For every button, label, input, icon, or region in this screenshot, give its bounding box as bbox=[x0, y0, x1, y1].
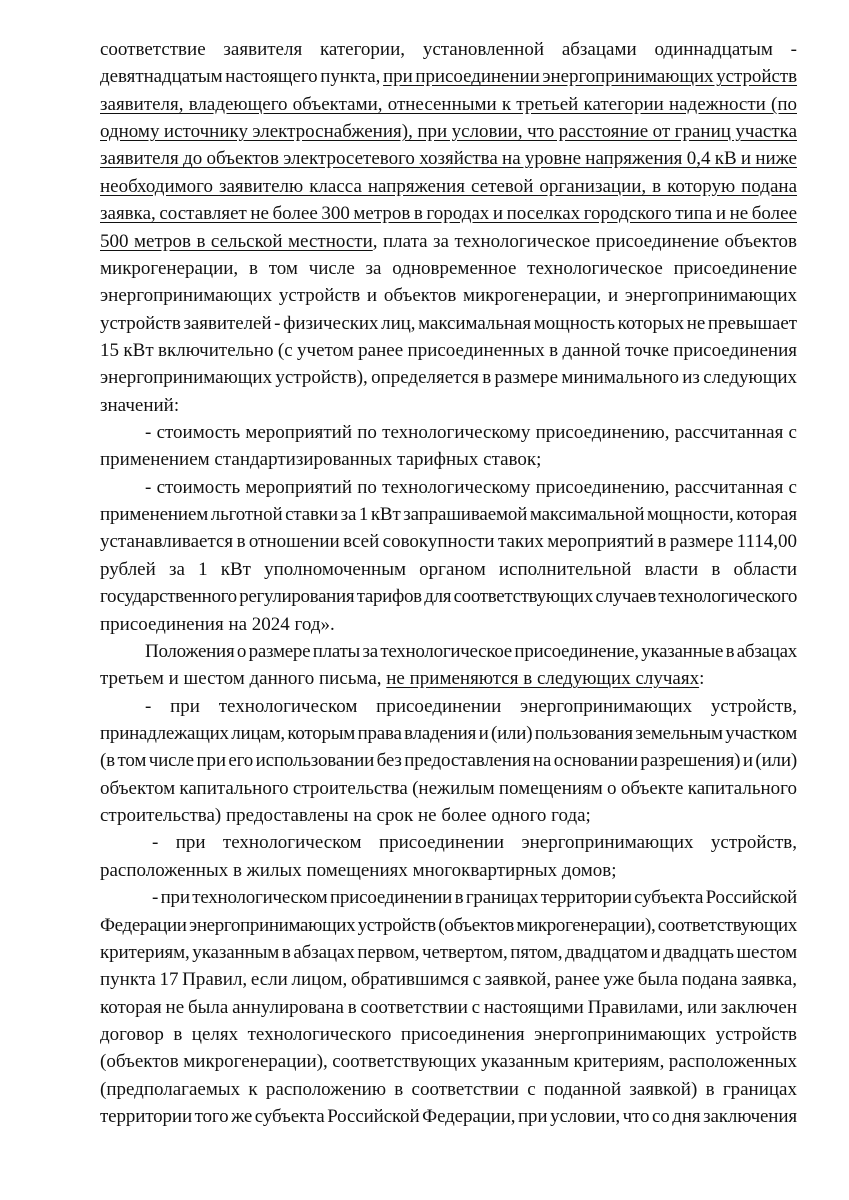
text-line-content bbox=[100, 720, 797, 747]
text-line bbox=[100, 36, 797, 63]
text-line-content bbox=[100, 310, 797, 337]
text-line-content bbox=[100, 994, 797, 1021]
text-segment: присоединения на 2024 год». bbox=[100, 613, 335, 635]
text-line bbox=[100, 63, 797, 90]
text-segment: девятнадцатым настоящего пункта, bbox=[100, 66, 384, 88]
text-segment: устанавливается в отношении всей совокупности таких мероприятий в размере 1114,00 bbox=[100, 531, 797, 553]
text-line-content bbox=[100, 337, 797, 364]
text-line bbox=[100, 228, 797, 255]
text-segment: : bbox=[699, 668, 705, 690]
text-line-content bbox=[100, 91, 797, 118]
text-line bbox=[100, 665, 797, 692]
text-line-content bbox=[100, 1076, 797, 1103]
text-line bbox=[100, 118, 797, 145]
text-line-content bbox=[145, 638, 797, 665]
text-line-content bbox=[100, 145, 797, 172]
text-segment: применением льготной ставки за 1 кВт запрашиваемой максимальной мощности, которая bbox=[100, 504, 797, 526]
text-line bbox=[100, 1076, 797, 1103]
text-segment: - стоимость мероприятий по технологическому присоединению, рассчитанная с bbox=[145, 422, 797, 444]
text-line bbox=[100, 556, 797, 583]
text-line-content bbox=[100, 228, 797, 255]
text-line bbox=[100, 1021, 797, 1048]
text-line-content bbox=[152, 829, 797, 856]
text-line-content bbox=[100, 857, 617, 884]
underlined-text: заявка, составляет не более 300 метров в городах и поселках городского типа и не более bbox=[100, 203, 797, 225]
text-line-content bbox=[100, 775, 797, 802]
text-segment: рублей за 1 кВт уполномоченным органом исполнительной власти в области bbox=[100, 558, 797, 580]
text-segment: критериям, указанным в абзацах первом, четвертом, пятом, двадцатом и двадцать шестом bbox=[100, 941, 797, 963]
text-segment: третьем и шестом данного письма, bbox=[100, 668, 387, 690]
text-segment: (предполагаемых к расположению в соответствии с поданной заявкой) в границах bbox=[100, 1078, 797, 1100]
text-line bbox=[100, 1048, 797, 1075]
text-line-content bbox=[100, 966, 797, 993]
text-segment: принадлежащих лицам, которым права владения и (или) пользования земельным участком bbox=[100, 722, 797, 744]
text-line bbox=[100, 501, 797, 528]
text-segment: соответствие заявителя категории, установленной абзацами одиннадцатым - bbox=[100, 39, 797, 60]
text-line bbox=[100, 884, 797, 911]
text-line bbox=[100, 419, 797, 446]
text-line bbox=[100, 255, 797, 282]
text-line-content bbox=[145, 693, 797, 720]
text-line bbox=[100, 693, 797, 720]
text-line-content bbox=[100, 1103, 797, 1130]
text-line bbox=[100, 775, 797, 802]
text-segment: договор в целях технологического присоединения энергопринимающих устройств bbox=[100, 1023, 797, 1045]
text-segment: энергопринимающих устройств), определяется в размере минимального из следующих bbox=[100, 367, 797, 389]
text-line bbox=[100, 994, 797, 1021]
text-line-content bbox=[100, 173, 797, 200]
text-line bbox=[100, 200, 797, 227]
text-line-content bbox=[100, 446, 541, 473]
text-line bbox=[100, 145, 797, 172]
text-segment: (в том числе при его использовании без предоставления на основании разрешения) и (или) bbox=[100, 750, 797, 772]
text-segment: объектом капитального строительства (нежилым помещениям о объекте капитального bbox=[100, 777, 797, 799]
text-segment: - стоимость мероприятий по технологическому присоединению, рассчитанная с bbox=[145, 476, 797, 498]
text-line-content bbox=[100, 912, 797, 939]
text-segment: которая не была аннулирована в соответствии с настоящими Правилами, или заключен bbox=[100, 996, 797, 1018]
text-segment: Федерации энергопринимающих устройств (объектов микрогенерации), соответствующих bbox=[100, 914, 797, 936]
text-line bbox=[100, 857, 797, 884]
text-line-content bbox=[100, 501, 797, 528]
text-line bbox=[100, 611, 797, 638]
text-line bbox=[100, 446, 797, 473]
text-line bbox=[100, 91, 797, 118]
text-line-content bbox=[145, 474, 797, 501]
text-line bbox=[100, 282, 797, 309]
text-line-content bbox=[100, 1048, 797, 1075]
text-segment: - при технологическом присоединении энергопринимающих устройств, bbox=[145, 695, 797, 717]
text-segment: микрогенерации, в том числе за одновременное технологическое присоединение bbox=[100, 257, 797, 279]
text-segment: государственного регулирования тарифов для соответствующих случаев технологического bbox=[100, 586, 797, 608]
text-line-content bbox=[100, 118, 797, 145]
underlined-text: заявителя, владеющего объектами, отнесенными к третьей категории надежности (по bbox=[100, 93, 797, 115]
text-line bbox=[100, 912, 797, 939]
text-line-content bbox=[100, 364, 797, 391]
text-line-content bbox=[100, 200, 797, 227]
underlined-text: заявителя до объектов электросетевого хозяйства на уровне напряжения 0,4 кВ и ниже bbox=[100, 148, 797, 170]
text-segment: расположенных в жилых помещениях многоквартирных домов; bbox=[100, 859, 617, 881]
text-line-content bbox=[145, 419, 797, 446]
underlined-text: одному источнику электроснабжения), при условии, что расстояние от границ участка bbox=[100, 121, 797, 143]
text-line-content bbox=[100, 583, 797, 610]
text-line bbox=[100, 528, 797, 555]
text-line-content bbox=[152, 884, 797, 911]
text-segment: устройств заявителей - физических лиц, максимальная мощность которых не превышает bbox=[100, 312, 797, 334]
text-line-content bbox=[100, 556, 797, 583]
text-segment: территории того же субъекта Российской Федерации, при условии, что со дня заключения bbox=[100, 1106, 797, 1128]
text-line bbox=[100, 364, 797, 391]
text-segment: Положения о размере платы за технологическое присоединение, указанные в абзацах bbox=[145, 640, 797, 662]
text-segment: , плата за технологическое присоединение объектов bbox=[372, 230, 797, 252]
text-line-content bbox=[100, 528, 797, 555]
text-line bbox=[100, 720, 797, 747]
text-line bbox=[100, 802, 797, 829]
text-line bbox=[100, 747, 797, 774]
text-segment: - при технологическом присоединении в границах территории субъекта Российской bbox=[152, 887, 797, 909]
text-line-content bbox=[100, 255, 797, 282]
text-line-content bbox=[100, 36, 797, 63]
text-line-content bbox=[100, 1021, 797, 1048]
text-line-content bbox=[100, 63, 797, 90]
text-segment: 15 кВт включительно (с учетом ранее присоединенных в данной точке присоединения bbox=[100, 339, 797, 361]
text-line-content bbox=[100, 392, 179, 419]
text-line-content bbox=[100, 611, 335, 638]
underlined-text: при присоединении энергопринимающих устройств bbox=[383, 66, 798, 88]
text-line bbox=[100, 939, 797, 966]
text-line bbox=[100, 310, 797, 337]
underlined-text: необходимого заявителю класса напряжения сетевой организации, в которую подана bbox=[100, 175, 797, 197]
text-line-content bbox=[100, 665, 704, 692]
text-line bbox=[100, 337, 797, 364]
text-line bbox=[100, 392, 797, 419]
underlined-text: 500 метров в сельской местности bbox=[100, 230, 373, 252]
text-line bbox=[100, 583, 797, 610]
text-line-content bbox=[100, 747, 797, 774]
document-page bbox=[100, 36, 797, 1130]
text-line-content bbox=[100, 282, 797, 309]
text-line bbox=[100, 829, 797, 856]
text-segment: (объектов микрогенерации), соответствующих указанным критериям, расположенных bbox=[100, 1051, 797, 1073]
text-segment: пункта 17 Правил, если лицом, обратившимся с заявкой, ранее уже была подана заявка, bbox=[100, 969, 797, 991]
text-line bbox=[100, 173, 797, 200]
text-segment: значений: bbox=[100, 394, 180, 416]
text-line bbox=[100, 966, 797, 993]
text-segment: применением стандартизированных тарифных ставок; bbox=[100, 449, 542, 471]
text-line bbox=[100, 474, 797, 501]
text-segment: - при технологическом присоединении энергопринимающих устройств, bbox=[152, 832, 797, 854]
text-segment: строительства) предоставлены на срок не более одного года; bbox=[100, 805, 591, 827]
text-segment: энергопринимающих устройств и объектов микрогенерации, и энергопринимающих bbox=[100, 285, 797, 307]
text-line-content bbox=[100, 939, 797, 966]
underlined-text: не применяются в следующих случаях bbox=[386, 668, 700, 690]
text-line bbox=[100, 638, 797, 665]
text-line bbox=[100, 1103, 797, 1130]
text-line-content bbox=[100, 802, 591, 829]
